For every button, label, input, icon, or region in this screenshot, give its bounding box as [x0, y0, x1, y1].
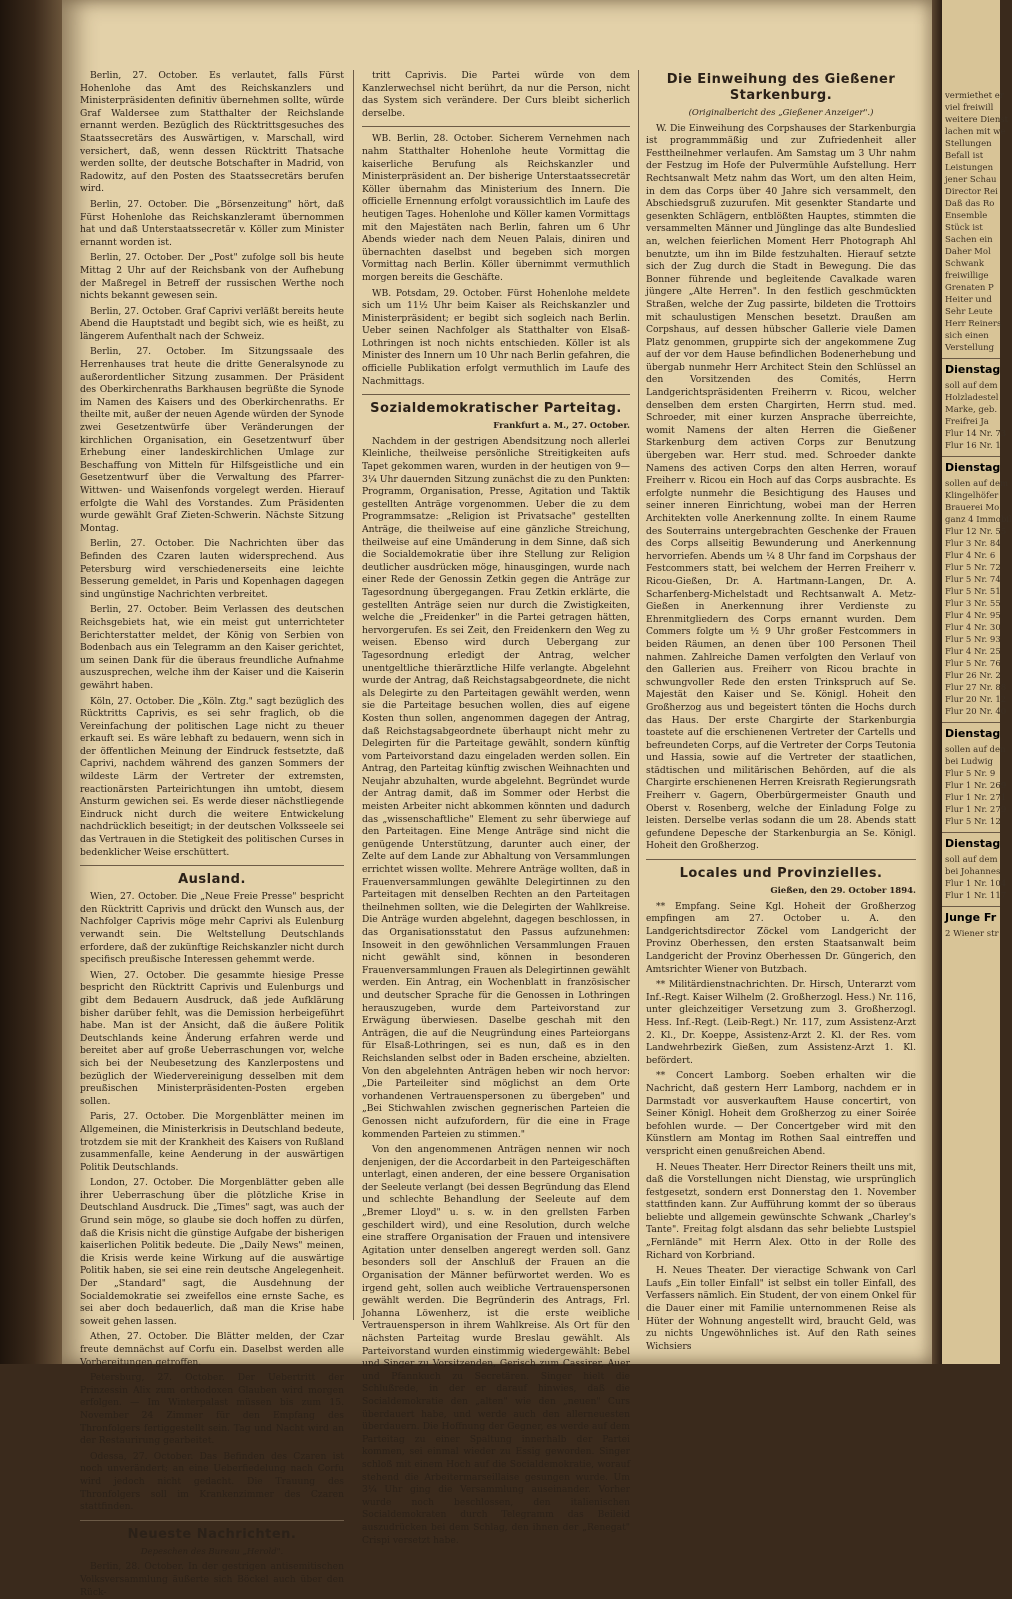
ad-line: Stellungen — [945, 139, 992, 149]
ad-line: Heiter und — [945, 295, 992, 305]
ad-line: Flur 5 Nr. 12 — [945, 817, 1001, 827]
section-divider — [646, 859, 916, 860]
news-paragraph: H. Neues Theater. Herr Director Reiners theilt uns mit, daß die Vorstellungen nicht Dienstag, wie ursprünglich festgesetzt, sondern erst Donnerstag den 1. November stattfinden kann. Zur Aufführung kommt der so überaus beliebte und allgemein gewünschte Schwank „Charley's Tante". Freitag folgt alsdann das sehr beliebte Lustspiel „Fernlände" mit Herrn Alex. Otto in der Rolle des Richard von Korbriand. — [646, 1161, 916, 1261]
ad-line: Schwank — [945, 259, 985, 269]
column-rule — [353, 70, 354, 1320]
ad-lines — [942, 744, 1007, 828]
ad-line: sollen auf den — [945, 745, 1006, 755]
section-divider — [80, 865, 344, 866]
section-divider — [942, 456, 1000, 457]
ad-line: Flur 5 Nr. 9 — [945, 769, 996, 779]
section-divider — [942, 722, 1000, 723]
ad-line: bei Johannes — [945, 867, 1001, 877]
section-divider — [942, 906, 1000, 907]
news-paragraph: ** Militärdienstnachrichten. Dr. Hirsch, Unterarzt vom Inf.-Regt. Kaiser Wilhelm (2. Großherzogl. Hess.) Nr. 116, unter gleichzeitiger Versetzung zum 3. Großherzogl. Hess. Inf.-Regt. (Leib-Regt.) Nr. 117, zum Assistenz-Arzt 2. Kl., Dr. Koeppe, Assistenz-Arzt 2. Kl. der Res. vom Landwehrbezirk Gießen, zum Assistenz-Arzt 1. Kl. befördert. — [646, 979, 916, 1066]
section-divider — [942, 832, 1000, 833]
ad-line: Flur 5 Nr. 51 — [945, 587, 1001, 597]
section-divider — [362, 394, 630, 395]
ad-line: Flur 1 Nr. 269 — [945, 781, 1007, 791]
ad-line: Sehr Leute — [945, 307, 993, 317]
ad-line: jener Schau — [945, 175, 997, 185]
ad-line: Flur 4 Nr. 25 — [945, 647, 1001, 657]
ad-line: 2 Wiener str — [945, 929, 999, 939]
section-divider — [942, 358, 1000, 359]
news-paragraph: Wien, 27. October. Die „Neue Freie Presse" bespricht den Rücktritt Caprivis und drückt den Wunsch aus, der Nachfolger Caprivis möge mehr Caprivi als Eulenburg verwandt sein. Die Weltstellung Deutschlands erfordere, daß der zukünftige Reichskanzler nicht durch specifisch preußische Interessen gehemmt werde. — [80, 891, 344, 966]
news-paragraph: WB. Potsdam, 29. October. Fürst Hohenlohe meldete sich um 11½ Uhr beim Kaiser als Reichskanzler und Ministerpräsident; er begibt sich sogleich nach Berlin. Ueber seinen Nachfolger als Statthalter von Elsaß-Lothringen ist noch nichts entschieden. Köller ist als Minister des Innern um 10 Uhr nach Berlin gefahren, die officielle Publikation erfolgt vermuthlich im Laufe des Nachmittags. — [362, 287, 630, 387]
ad-line: Befall ist — [945, 151, 984, 161]
ad-line: Klingelhöfer — [945, 491, 999, 501]
news-paragraph: WB. Berlin, 28. October. Sicherem Vernehmen nach nahm Statthalter Hohenlohe heute Vormittag die kaiserliche Berufung als Reichskanzler und Ministerpräsident an. Der bisherige Unterstaatssecretär Köller übernahm das Ministerium des Innern. Die officielle Ernennung erfolgt voraussichtlich im Laufe des heutigen Tages. Hohenlohe und Köller kamen Vormittags mit den Majestäten nach Berlin, fahren um 6 Uhr Abends wieder nach dem Neuen Palais, diniren und übernachten daselbst und begeben sich morgen Vormittag nach Berlin. Köller übernimmt vermuthlich morgen bereits die Geschäfte. — [362, 133, 630, 283]
ad-heading: Dienstag — [945, 363, 1001, 376]
news-paragraph: Berlin, 27. October. Im Sitzungssaale des Herrenhauses trat heute die dritte Generalsynode zu außerordentlicher Sitzung zusammen. Der Präsident des Oberkirchenraths Barkhausen begrüßte die Synode im Namen des Kaisers und des Oberkirchenraths. Er theilte mit, außer der neuen Agende würden der Synode zwei Gesetzentwürfe über Veränderungen der kirchlichen Organisation, ein Gesetzentwurf über Erhebung einer landeskirchlichen Umlage zur Beschaffung von Mitteln für Hilfsgeistliche und ein Gesetzentwurf über die Verwaltung des Pfarrer-Wittwen- und Waisenfonds vorgelegt werden. Hierauf erfolgte die Wahl des Vorstandes. Zum Präsidenten wurde gewählt Graf Zieten-Schwerin. Nächste Sitzung Montag. — [80, 346, 344, 534]
section-heading-einweihung: Die Einweihung des Gießener Starkenburg. — [666, 72, 896, 103]
news-paragraph: Paris, 27. October. Die Morgenblätter meinen im Allgemeinen, die Ministerkrisis in Deutschland bedeute, trotzdem sie mit der Krankheit des Kaisers von Rußland zusammenfalle, keine Aenderung in der auswärtigen Politik Deutschlands. — [80, 1111, 344, 1173]
ad-lines — [942, 478, 1012, 718]
column-3 — [646, 70, 916, 1352]
ad-line: Marke, geb. — [945, 405, 998, 415]
ad-lines — [942, 380, 1007, 452]
news-paragraph: Berlin, 27. October. Die Nachrichten über das Befinden des Czaren lauten widersprechend. Aus Petersburg wird verschiedenerseits eine leichte Besserung gemeldet, in Paris und Kopenhagen dagegen sind ungünstige Nachrichten verbreitet. — [80, 538, 344, 600]
ad-line: ganz 4 Immobil — [945, 515, 1012, 525]
adjacent-page-lines — [942, 90, 1009, 354]
ad-line: Director Rei — [945, 187, 998, 197]
dateline: Gießen, den 29. October 1894. — [770, 886, 916, 897]
ad-line: bei Ludwig — [945, 757, 993, 767]
section-heading-parteitag: Sozialdemokratischer Parteitag. — [370, 401, 622, 417]
section-divider — [362, 126, 630, 127]
ad-line: Flur 5 Nr. 72 — [945, 563, 1001, 573]
news-paragraph: London, 27. October. Die Morgenblätter geben alle ihrer Ueberraschung über die plötzliche Krise in Deutschland Ausdruck. Die „Times" sagt, was auch der Grund sein möge, so glaube sie doch hoffen zu dürfen, daß die Krisis nicht die günstige Aufgabe der bisherigen kaiserlichen Politik bedeute. Die „Daily News" meinen, die Krisis werde keine Wirkung auf die auswärtige Politik haben, sie sei eine rein deutsche Angelegenheit. Der „Standard" sagt, die Ausdehnung der Socialdemokratie sei zweifellos eine ernste Sache, es sei aber doch bedauerlich, daß man die Krise habe soweit gehen lassen. — [80, 1177, 344, 1327]
ad-line: vermiethet er — [945, 91, 1004, 101]
section-subheading: (Originalbericht des „Gießener Anzeiger".) — [688, 108, 874, 118]
news-paragraph: Wien, 27. October. Die gesammte hiesige Presse bespricht den Rücktritt Caprivis und Eulenburgs und gibt dem Bedauern Ausdruck, daß jede Aufklärung bisher darüber fehlt, was die Demission herbeigeführt habe. Man ist der Ansicht, daß die äußere Politik Deutschlands keine Änderung erfahren werde und bereitet aber auf große Ueberraschungen vor, welche sich bei der Neubesetzung des Kanzlerpostens und bezüglich der Wiedervereinigung desselben mit dem preußischen Ministerpräsidenten-Posten ergeben sollen. — [80, 969, 344, 1107]
ad-line: freiwillige — [945, 271, 989, 281]
ad-line: Daß das Ro — [945, 199, 995, 209]
ad-line: Holzladestel — [945, 393, 999, 403]
book-spine — [0, 0, 62, 1364]
ad-line: soll auf dem — [945, 855, 998, 865]
ad-line: Flur 3 Nr. 55 — [945, 599, 1001, 609]
ad-line: Grenaten P — [945, 283, 994, 293]
news-paragraph: Nachdem in der gestrigen Abendsitzung noch allerlei Kleinliche, theilweise persönliche Streitigkeiten aufs Tapet gekommen waren, wurden in der heutigen von 9—3¼ Uhr dauernden Sitzung zunächst die zu den Punkten: Programm, Organisation, Presse, Agitation und Taktik gestellten Anträge vorgenommen. Ueber die zu dem Programmsatze: „Religion ist Privatsache" gestellten Anträge, die theilweise auf eine gänzliche Streichung, theilweise auf eine Umänderung in dem Sinne, daß sich die Socialdemokratie über ihre Stellung zur Religion deutlicher ausdrücken möge, hinausgingen, wurde nach einer Rede der Genossin Zetkin gegen die Anträge zur Tagesordnung übergegangen. Frau Zetkin erklärte, die gestellten Anträge seien nur durch die Zwistigkeiten, welche die „Freidenker" in die Partei getragen hätten, hervorgerufen. Es sei Zeit, den Freidenkern den Weg zu weisen. Ebenso wird durch Uebergang zur Tagesordnung erledigt der Antrag, welcher unentgeltliche thierärztliche Hilfe verlangte. Abgelehnt wurde der Antrag, daß Reichstagsabgeordnete, die nicht als Delegirte zu den Parteitagen gewählt werden, wenn sie die Parteitage besuchen wollen, dies auf eigene Kosten thun sollen, angenommen dagegen der Antrag, daß Reichstagsabgeordnete überhaupt nicht mehr zu Delegirten für die Parteitage gewählt, sondern künftig vom Parteivorstand dazu eingeladen werden sollen. Ein Antrag, den Parteitag künftig zwischen Weihnachten und Neujahr abzuhalten, wurde abgelehnt. Begründet wurde der Antrag damit, daß im Sommer oder Herbst die meisten Arbeiter nicht abkommen könnten und dadurch das „wissenschaftliche" Element zu sehr überwiege auf den Parteitagen. Eine Menge Anträge sind nicht die genügende Unterstützung, darunter auch einer, der Zelte auf dem Lande zur Abhaltung von Versammlungen errichtet wissen wollte. Mehrere Anträge wollten, daß in Frauenversammlungen gewählte Delegirtinnen zu den Parteitagen mit denselben Rechten an den Parteitagen theilnehmen sollten, wie die Delegirten der Wahlkreise. Die Anträge wurden abgelehnt, dagegen beschlossen, in das Organisationsstatut den Passus aufzunehmen: Insoweit in den gewöhnlichen Versammlungen Frauen nicht gewählt sind, können in besonderen Frauenversammlungen Frauen als Delegirtinnen gewählt werden. Ein Antrag, ein Wochenblatt in französischer und deutscher Sprache für die Genossen in Lothringen herauszugeben, wurde dem Parteivorstand zur Erwägung überwiesen. Daselbe geschah mit den Anträgen, die auf die Neugründung eines Parteiorgans für Elsaß-Lothringen, sei es nun, daß es in den Reichslanden selbst oder in Baden erscheine, abzielten. Von den abgelehnten Anträgen heben wir noch hervor: „Die Parteileiter sind möglichst an dem Orte vorhandenen Vertrauenspersonen zu übergeben" und „Bei Stichwahlen zwischen gegnerischen Parteien die Genossen nicht aufzufordern, für die eine in Frage kommenden Parteien zu stimmen." — [362, 435, 630, 1140]
news-paragraph: Berlin, 27. October. Es verlautet, falls Fürst Hohenlohe das Amt des Reichskanzlers und Ministerpräsidenten definitiv übernehmen sollte, würde Graf Waldersee zum Statthalter der Reichslande ernannt werden. Bezüglich des Rücktrittsgesuches des Staatssecretärs des Auswärtigen, v. Marschall, wird versichert, daß, wenn dessen Rücktritt Thatsache werden sollte, der deutsche Botschafter in Madrid, von Radowitz, auf den Posten des Staatssecretärs berufen wird. — [80, 70, 344, 195]
ad-line: Daher Mol — [945, 247, 991, 257]
section-heading-neueste: Neueste Nachrichten. — [127, 1526, 297, 1542]
ad-line: Flur 27 Nr. 88 — [945, 683, 1007, 693]
ad-heading: Dienstag — [945, 461, 1001, 474]
section-subheading: Depeschen des Bureau „Herold". — [140, 1546, 284, 1557]
ad-line: Leistungen — [945, 163, 994, 173]
ad-line: Flur 26 Nr. 2 — [945, 671, 1001, 681]
column-1 — [80, 70, 344, 1598]
ad-heading: Junge Fr — [945, 911, 997, 924]
page-gutter — [932, 0, 942, 1364]
ad-line: sollen auf dem — [945, 479, 1009, 489]
news-paragraph: ** Empfang. Seine Kgl. Hoheit der Großherzog empfingen am 27. October u. A. den Landgerichtsdirector Zöckel vom Landgericht der Provinz Oberhessen, den ersten Staatsanwalt beim Landgericht der Provinz Oberhessen Dr. Güngerich, den Amtsrichter Wiener von Butzbach. — [646, 900, 916, 975]
ad-line: Flur 5 Nr. 76 — [945, 659, 1001, 669]
news-paragraph: ** Concert Lamborg. Soeben erhalten wir die Nachricht, daß gestern Herr Lamborg, nachdem er in Darmstadt vor ausverkauftem Hause concertirt, von Seiner Königl. Hoheit dem Großherzog zu einer Soirée befohlen wurde. — Der Concertgeber wird mit den Künstlern am Montag im Rothen Saal eintreffen und verspricht einen genußreichen Abend. — [646, 1070, 916, 1157]
ad-line: Flur 1 Nr. 279 — [945, 805, 1007, 815]
news-paragraph: W. Die Einweihung des Corpshauses der Starkenburgia ist programmmäßig und zur Zufriedenheit aller Festtheilnehmer verlaufen. Am Samstag um 3 Uhr nahm der Festzug im Hofe der Pulvermühle Aufstellung. Herr Rechtsanwalt Metz nahm das Wort, um den alten Heim, in dem das Corps über 40 Jahre sich versammelt, den Abschiedsgruß zuzurufen. Mit gesenkter Standarte und gesenkten Schlägern, entblößten Hauptes, stimmten die versammelten Männer und Jünglinge das alte Bundeslied an, welchen feierlichen Moment Herr Photograph Ahl benutzte, um ihn im Bilde festzuhalten. Hierauf setzte sich der Zug durch die Stadt in Bewegung. Die das Bonner führende und begleitende Cavalkade waren jüngere „Alte Herren". In den festlich geschmückten Straßen, welche der Zug passirte, bildeten die Trottoirs mit schaulustigen Menschen besetzt. Draußen am Corpshaus, auf dessen hübscher Gallerie viele Damen Platz genommen, gruppirte sich der angekommene Zug auf der vor dem Hause befindlichen Bodenerhebung und übergab nunmehr Herr Architect Stein den Schlüssel an den Vorsitzenden des Comités, Herrn Landgerichtspräsidenten Freiherrn v. Ricou, welcher denselben dem ersten Chargirten, Herrn stud. med. Schroeder, mit einer kurzen Ansprache überreichte, womit Namens der alten Herren die Gießener Starkenburg dem activen Corps zur Benutzung übergeben war. Herr stud. med. Schroeder dankte Namens des activen Corps den alten Herren, worauf Freiherr v. Ricou ein Hoch auf das Corps ausbrachte. Es erfolgte nunmehr die Besichtigung des Hauses und seiner inneren Einrichtung, wobei man der Herren Architekten volle Anerkennung zollte. In einem Raume des Souterrains untergebrachten Geschenke der Frauen des Corps allseitig Bewunderung und Anerkennung hervorriefen. Abends um ¼ 8 Uhr fand im Corpshaus der Festcommers statt, bei welchem der Herren Freiherr v. Ricou-Gießen, Dr. A. Hartmann-Langen, Dr. A. Scharfenberg-Michelstadt und Rechtsanwalt A. Metz-Gießen in Anerkennung ihrer Verdienste zu Ehrenmitgliedern des Corps ernannt wurden. Dem Commers folgte um ½ 9 Uhr großer Festcommers in beiden Räumen, an denen über 100 Personen Theil nahmen. Zahlreiche Damen verfolgten den Verlauf von den Gallerien aus. Freiherr von Ricou brachte in schwungvoller Rede den ersten Trinkspruch auf Se. Majestät den Kaiser und Se. Königl. Hoheit den Großherzog aus und begeistert tönten die Hochs durch das Haus. Der erste Chargirte der Starkenburgia toastete auf die erschienenen Vertreter der Cartells und befreundeten Corps, auf die Vertreter der Corps Teutonia und Hassia, sowie auf die Vertreter der staatlichen, städtischen und militärischen Behörden, auf die als Chargirte erschienenen Herren Kreisrath Regierungsrath Freiherr v. Gagern, Oberbürgermeister Gnauth und Oberst v. Rosenberg, welche der Einladung Folge zu leisten. Derselbe verlas sodann die um 28. Abends statt gefundene Depesche der Starkenburgia an Se. Königl. Hoheit den Großherzog. — [646, 122, 916, 852]
news-paragraph: Berlin, 27. October. Beim Verlassen des deutschen Reichsgebiets hat, wie ein meist gut unterrichteter Berichterstatter meldet, der König von Serbien von Bodenbach aus ein Telegramm an den Kaiser gerichtet, um seinen Dank für die überaus freundliche Aufnahme auszusprechen, welche ihm der Kaiser und die Kaiserin gewährt haben. — [80, 604, 344, 691]
ad-lines — [942, 928, 1000, 940]
ad-line: Flur 4 Nr. 30 — [945, 623, 1001, 633]
ad-line: Flur 1 Nr. 104 — [945, 879, 1007, 889]
ad-line: weitere Dienst — [945, 115, 1009, 125]
ad-line: sich einen — [945, 331, 989, 341]
section-divider — [80, 1520, 344, 1521]
column-rule — [638, 70, 639, 1320]
news-paragraph: tritt Caprivis. Die Partei würde von dem Kanzlerwechsel nicht berührt, da nur die Person, nicht das System sich verändere. Der Curs bleibt sicherlich derselbe. — [362, 70, 630, 119]
ad-line: Verstellung — [945, 343, 995, 353]
dateline: Frankfurt a. M., 27. October. — [493, 421, 630, 432]
ad-line: Flur 20 Nr. 12 — [945, 695, 1007, 705]
ad-line: Flur 1 Nr. 117 — [945, 891, 1007, 901]
news-paragraph: Berlin, 27. October. Der „Post" zufolge soll bis heute Mittag 2 Uhr auf der Reichsbank von der Aufhebung der Maßregel in Betreff der russischen Werthe noch nichts bekannt gewesen sein. — [80, 252, 344, 302]
news-paragraph: Berlin, 28. October. In der gestrigen antisemitischen Volksversammlung äußerte sich Böckel auch über den Rück- — [80, 1561, 344, 1598]
ad-line: Sachen ein — [945, 235, 993, 245]
ad-line: Flur 20 Nr. 40 — [945, 707, 1007, 717]
news-paragraph: Berlin, 27. October. Graf Caprivi verläßt bereits heute Abend die Hauptstadt und begibt sich, wie es heißt, zu längerem Aufenthalt nach der Schweiz. — [80, 305, 344, 342]
news-paragraph: Petersburg, 27. October. Der Uebertritt der Prinzessin Alix zum orthodoxen Glauben wird morgen erfolgen. — Im Winterpalast müssen bis zum 15. November 24 Zimmer für den Empfang des Thronfolgers fertiggestellt sein. Tag und Nacht wird an der Restaurirung gearbeitet. — [80, 1372, 344, 1447]
ad-line: soll auf dem — [945, 381, 998, 391]
column-2 — [362, 70, 630, 1546]
section-heading-locales: Locales und Provinzielles. — [679, 866, 883, 882]
ad-line: Flur 12 Nr. 55 — [945, 527, 1007, 537]
ad-heading: Dienstag — [945, 837, 1001, 850]
news-paragraph: Köln, 27. October. Die „Köln. Ztg." sagt bezüglich des Rücktritts Caprivis, es sei sehr fraglich, ob die Vereinfachung der politischen Lage nicht zu theuer erkauft sei. Es wäre lebhaft zu bedauern, wenn sich in der öffentlichen Meinung der Eindruck festsetzte, daß Caprivi, nachdem während des ganzen Sommers der wildeste Lärm der Vertreter der extremsten, reactionärsten Parteirichtungen ihn umtobt, diesem Ansturm gewichen sei. Es werde dieser nächstliegende Eindruck nicht durch die weitere Entwickelung nachdrücklich beseitigt; in der deutschen Volksseele sei das Vertrauen in die Stetigkeit des politischen Curses in bedenklicher Weise erschüttert. — [80, 695, 344, 858]
ad-line: Flur 4 Nr. 95 — [945, 611, 1001, 621]
ad-line: viel freiwill — [945, 103, 994, 113]
ad-heading: Dienstag — [945, 727, 1001, 740]
ad-line: Freifrei Ja — [945, 417, 989, 427]
newspaper-page — [62, 0, 932, 1598]
ad-line: Flur 3 Nr. 84 — [945, 539, 1001, 549]
ad-line: Ensemble — [945, 211, 988, 221]
ad-line: Flur 5 Nr. 74 — [945, 575, 1001, 585]
news-paragraph: H. Neues Theater. Der vieractige Schwank von Carl Laufs „Ein toller Einfall" ist selbst ein toller Einfall, des Verfassers nämlich. Ein Student, der von einem Onkel für die Dauer einer mit Familie unternommenen Reise als Hüter der Wohnung angestellt wird, braucht Geld, was zu nichts Ungewöhnliches ist. Auf den Rath seines Wichsiers — [646, 1265, 916, 1352]
ad-line: Flur 1 Nr. 271 — [945, 793, 1007, 803]
ad-line: Flur 16 Nr. 1 — [945, 441, 1001, 451]
news-paragraph: Athen, 27. October. Die Blätter melden, der Czar freute demnächst auf Corfu ein. Daselbst werden alle Vorbereitungen getroffen. — [80, 1331, 344, 1368]
news-paragraph: Odessa, 27. October. Das Befinden des Czaren ist noch unverändert; an eine Ueberfiedelung nach Corfu wird jedoch nicht gedacht. Die Trauung des Thronfolgers soll im Krankenzimmer des Czaren stattfinden. — [80, 1450, 344, 1513]
section-heading-ausland: Ausland. — [178, 872, 246, 888]
ad-line: Flur 4 Nr. 6 — [945, 551, 996, 561]
ad-line: Flur 14 Nr. 73 — [945, 429, 1007, 439]
ad-line: Stück ist — [945, 223, 983, 233]
ad-line: Herr Reiners — [945, 319, 1002, 329]
ad-line: Flur 5 Nr. 93 — [945, 635, 1001, 645]
news-paragraph: Berlin, 27. October. Die „Börsenzeitung" hört, daß Fürst Hohenlohe das Reichskanzleramt übernommen hat und daß Unterstaatssecretär v. Köller zum Minister ernannt worden ist. — [80, 198, 344, 248]
ad-line: Brauerei Mo — [945, 503, 1000, 513]
ad-line: lachen mit we — [945, 127, 1006, 137]
adjacent-page-fragment — [942, 0, 1012, 1364]
ad-lines — [942, 854, 1007, 902]
news-paragraph: Von den angenommenen Anträgen nennen wir noch denjenigen, der die Accordarbeit in den Parteigeschäften unterlagt, einen anderen, der eine bessere Organisation der Seeleute verlangt (bei dessen Begründung das Elend und schlechte Behandlung der Seeleute auf dem „Bremer Lloyd" u. s. w. in den grellsten Farben geschildert wird), und eine Resolution, durch welche eine straffere Organisation der Frauen und intensivere Agitation unter denselben angeregt werden soll. Ganz besonders soll der Anschluß der Frauen an die Organisation der Männer befürwortet werden. Wo es irgend geht, sollen auch weibliche Vertrauenspersonen gewählt werden. Die Begründerin des Antrags, Frl. Johanna Löwenherz, ist die erste weibliche Vertrauensperson in ihrem Wahlkreise. Als Ort für den nächsten Parteitag wurde Breslau gewählt. Als Parteivorstand wurden einstimmig wiedergewählt: Bebel und Singer zu Vorsitzenden, Gerisch zum Cassirer, Auer und Pfannkuch zu Secretären. Singer hielt die Schlußrede, in der er darauf hinwies, daß die Socialdemokratie den „alten" wie den „neuen" Curs überdauert habe, und werde auch den allerneuesten überdauern. Die Hoffnung der Gegner, es werde auf dem Parteitag zu einer Spaltung innerhalb der Partei kommen, sei einmal wieder zu Essig geworden. Singer schloß mit einem Hoch auf die Socialdemokratie, worauf stehend die Arbeitermarseillaise gesungen wurde. Um 3¼ Uhr ging die Versammlung auseinander. Vorher wurde noch beschlossen, den italienischen Socialdemokraten durch Telegramm das Beileid auszudrücken bei dem Schlag, den ihnen der „Renegat" Crispi versetzt habe. — [362, 1144, 630, 1546]
